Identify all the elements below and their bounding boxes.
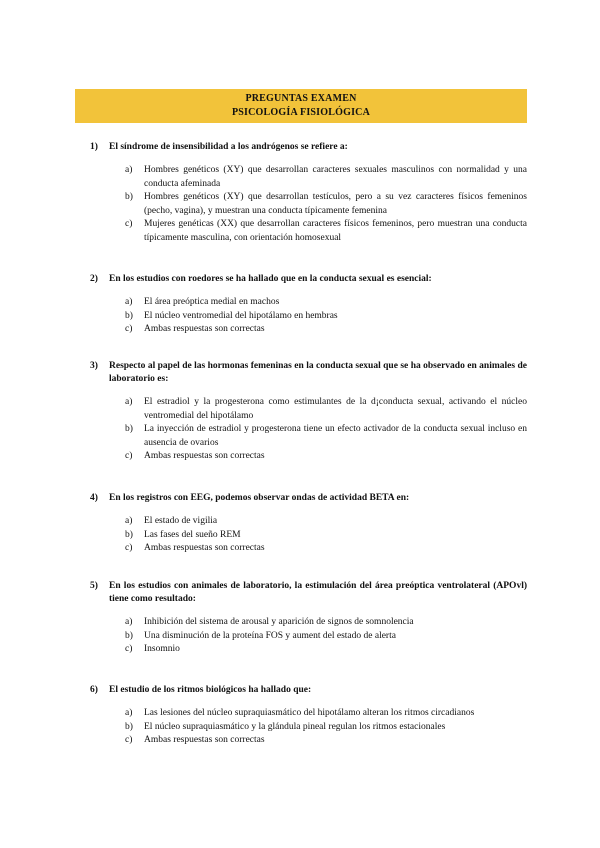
option-text: Las fases del sueño REM xyxy=(144,529,241,540)
option-letter: a) xyxy=(125,708,133,718)
answer-option xyxy=(125,310,527,324)
question-text: El síndrome de insensibilidad a los andrógenos se refiere a: xyxy=(109,142,348,152)
question-title xyxy=(90,492,527,505)
option-text: El núcleo ventromedial del hipotálamo en hembras xyxy=(144,310,338,321)
option-text: Ambas respuestas son correctas xyxy=(144,324,265,334)
option-text: Hombres genéticos (XY) que desarrollan testículos, pero a su vez caracteres físicos femeninos (pecho, vagina), y muestran una conducta típicamente femenina xyxy=(144,192,527,216)
question-title xyxy=(90,141,527,154)
option-text: Ambas respuestas son correctas xyxy=(144,543,265,553)
question-title xyxy=(90,684,527,697)
question-number: 3) xyxy=(90,361,98,371)
question-number: 4) xyxy=(90,493,98,503)
answer-option xyxy=(125,542,527,556)
answer-option xyxy=(125,423,527,450)
option-letter: a) xyxy=(125,397,133,407)
option-text: Mujeres genéticas (XX) que desarrollan caracteres físicos femeninos, pero muestran una conducta típicamente masculina, con orientación homosexual xyxy=(144,219,527,243)
question-text: En los estudios con animales de laboratorio, la estimulación del área preóptica ventrolateral (APOvl) tiene como resultado: xyxy=(109,581,527,604)
option-text: El núcleo supraquiasmático y la glándula pineal regulan los ritmos estacionales xyxy=(144,721,446,732)
question-2 xyxy=(90,273,527,337)
option-letter: b) xyxy=(125,529,133,540)
answer-option xyxy=(125,164,527,191)
question-text: En los estudios con roedores se ha hallado que en la conducta sexual es esencial: xyxy=(109,274,432,284)
answer-option xyxy=(125,396,527,423)
option-letter: c) xyxy=(125,644,133,654)
option-letter: a) xyxy=(125,297,133,307)
option-letter: b) xyxy=(125,630,133,641)
option-letter: c) xyxy=(125,451,133,461)
option-letter: b) xyxy=(125,424,133,434)
answer-option xyxy=(125,296,527,310)
answer-options xyxy=(125,616,527,657)
question-number: 1) xyxy=(90,142,98,152)
answer-option xyxy=(125,323,527,337)
option-letter: c) xyxy=(125,543,133,553)
option-text: Una disminución de la proteína FOS y aument del estado de alerta xyxy=(144,630,396,641)
option-text: Hombres genéticos (XY) que desarrollan caracteres sexuales masculinos con normalidad y una conducta afeminada xyxy=(144,165,527,189)
answer-option xyxy=(125,643,527,657)
question-title xyxy=(90,580,527,606)
question-6 xyxy=(90,684,527,748)
question-1 xyxy=(90,141,527,245)
answer-option xyxy=(125,734,527,748)
answer-options xyxy=(125,164,527,245)
option-text: El área preóptica medial en machos xyxy=(144,297,280,307)
option-letter: c) xyxy=(125,324,133,334)
question-title xyxy=(90,360,527,386)
question-4 xyxy=(90,492,527,556)
answer-option xyxy=(125,191,527,218)
question-text: En los registros con EEG, podemos observar ondas de actividad BETA en: xyxy=(109,493,410,503)
option-text: El estado de vigilia xyxy=(144,516,218,526)
option-letter: b) xyxy=(125,721,133,732)
answer-options xyxy=(125,515,527,556)
option-text: Ambas respuestas son correctas xyxy=(144,451,265,461)
question-number: 6) xyxy=(90,685,98,695)
answer-option xyxy=(125,721,527,735)
option-letter: b) xyxy=(125,192,133,202)
answer-option xyxy=(125,630,527,644)
answer-options xyxy=(125,296,527,337)
answer-option xyxy=(125,515,527,529)
answer-options xyxy=(125,396,527,464)
exam-title: PREGUNTAS EXAMEN xyxy=(245,93,357,104)
answer-option xyxy=(125,707,527,721)
question-5 xyxy=(90,580,527,657)
answer-option xyxy=(125,616,527,630)
exam-title-banner xyxy=(75,89,527,123)
question-title xyxy=(90,273,527,286)
question-text: Respecto al papel de las hormonas femeninas en la conducta sexual que se ha observado en animales de laboratorio es: xyxy=(109,361,527,384)
option-text: El estradiol y la progesterona como estimulantes de la d¡conducta sexual, activando el núcleo ventromedial del hipotálamo xyxy=(144,397,527,421)
option-letter: b) xyxy=(125,310,133,321)
option-text: Inhibición del sistema de arousal y aparición de signos de somnolencia xyxy=(144,617,414,627)
question-text: El estudio de los ritmos biológicos ha hallado que: xyxy=(109,685,312,695)
option-letter: a) xyxy=(125,516,133,526)
option-letter: a) xyxy=(125,617,133,627)
answer-options xyxy=(125,707,527,748)
option-text: Insomnio xyxy=(144,644,180,654)
answer-option xyxy=(125,218,527,245)
question-number: 2) xyxy=(90,274,98,284)
option-text: Las lesiones del núcleo supraquiasmático del hipotálamo alteran los ritmos circadianos xyxy=(144,708,475,718)
question-number: 5) xyxy=(90,581,98,591)
option-letter: c) xyxy=(125,735,133,745)
question-3 xyxy=(90,360,527,464)
option-text: La inyección de estradiol y progesterona tiene un efecto activador de la conducta sexual incluso en ausencia de ovarios xyxy=(144,424,527,448)
option-letter: c) xyxy=(125,219,133,229)
exam-subject: PSICOLOGÍA FISIOLÓGICA xyxy=(231,107,371,118)
option-text: Ambas respuestas son correctas xyxy=(144,735,265,745)
option-letter: a) xyxy=(125,165,133,175)
answer-option xyxy=(125,450,527,464)
answer-option xyxy=(125,529,527,543)
